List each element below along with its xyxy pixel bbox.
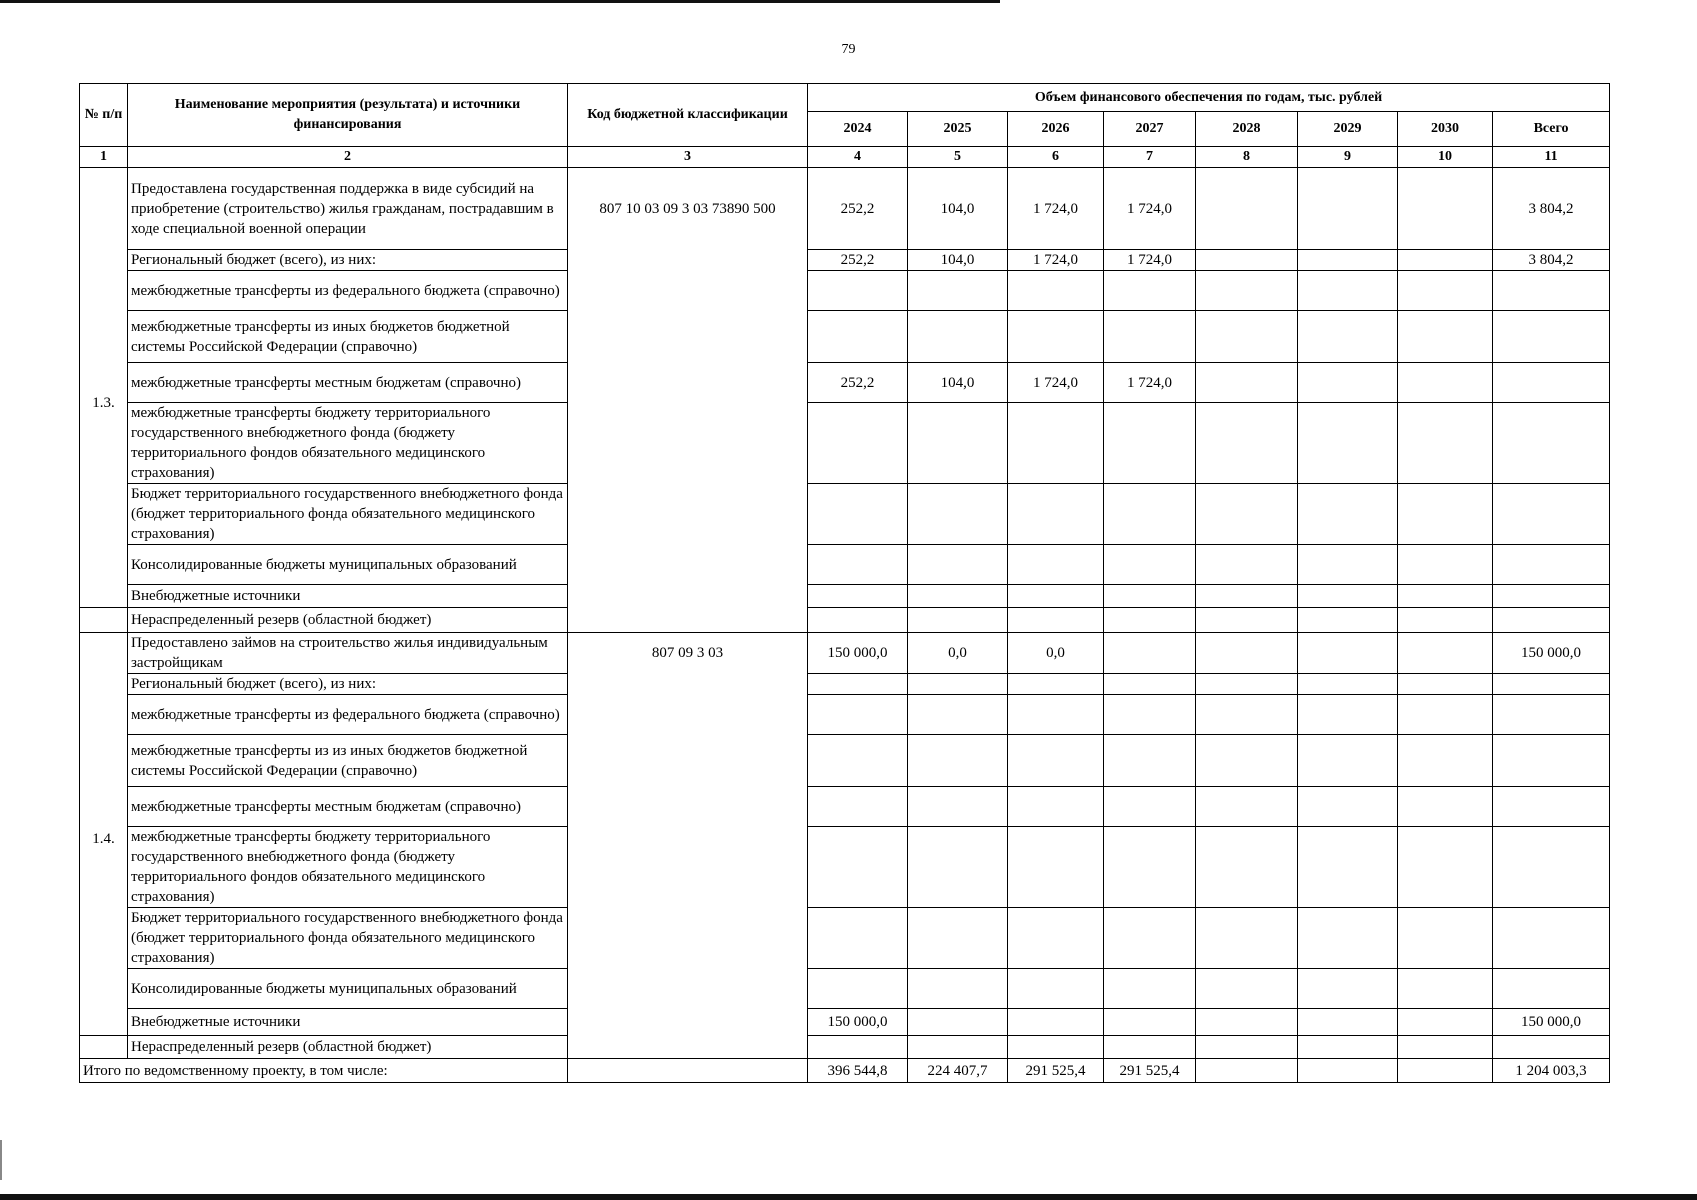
source-name: Внебюджетные источники <box>128 585 568 608</box>
col-number: 10 <box>1398 147 1493 168</box>
header-name: Наименование мероприятия (результата) и источники финансирования <box>128 84 568 147</box>
value-cell <box>1298 633 1398 674</box>
total-cell <box>1493 695 1610 735</box>
value-cell: 1 724,0 <box>1008 168 1104 250</box>
total-cell <box>1493 735 1610 787</box>
total-cell: 150 000,0 <box>1493 633 1610 674</box>
value-cell <box>1104 1009 1196 1036</box>
value-cell <box>1298 1036 1398 1059</box>
value-cell <box>1398 271 1493 311</box>
col-number: 6 <box>1008 147 1104 168</box>
value-cell <box>808 787 908 827</box>
source-name: межбюджетные трансферты бюджету территориального государственного внебюджетного фонда (бюджету территориального фондов обязательного медицинского страхования) <box>128 403 568 484</box>
value-cell <box>1104 674 1196 695</box>
value-cell <box>1104 633 1196 674</box>
value-cell: 1 724,0 <box>1008 363 1104 403</box>
total-cell <box>1493 969 1610 1009</box>
header-group: Объем финансового обеспечения по годам, тыс. рублей <box>808 84 1610 112</box>
source-row <box>80 250 1610 271</box>
value-cell <box>1398 1009 1493 1036</box>
value-cell: 1 724,0 <box>1104 168 1196 250</box>
value-cell <box>1104 608 1196 633</box>
value-cell <box>908 787 1008 827</box>
reserve-name: Нераспределенный резерв (областной бюджет) <box>128 608 568 633</box>
header-num: № п/п <box>80 84 128 147</box>
value-cell <box>1398 311 1493 363</box>
value-cell <box>1298 969 1398 1009</box>
total-cell <box>1493 271 1610 311</box>
value-cell <box>908 608 1008 633</box>
value-cell <box>1008 969 1104 1009</box>
value-cell <box>1398 827 1493 908</box>
col-number: 3 <box>568 147 808 168</box>
value-cell <box>1398 787 1493 827</box>
value-cell <box>1398 250 1493 271</box>
source-row <box>80 1009 1610 1036</box>
value-cell <box>908 674 1008 695</box>
value-cell <box>1008 827 1104 908</box>
value-cell <box>908 735 1008 787</box>
value-cell <box>1298 787 1398 827</box>
value-cell <box>808 674 908 695</box>
value-cell <box>1104 908 1196 969</box>
value-cell <box>808 969 908 1009</box>
value-cell <box>1398 1059 1493 1083</box>
value-cell <box>1008 787 1104 827</box>
col-number: 1 <box>80 147 128 168</box>
value-cell <box>808 1036 908 1059</box>
value-cell <box>1008 908 1104 969</box>
value-cell <box>1104 545 1196 585</box>
value-cell: 150 000,0 <box>808 633 908 674</box>
value-cell: 1 724,0 <box>1104 250 1196 271</box>
value-cell <box>1298 695 1398 735</box>
source-name: Бюджет территориального государственного внебюджетного фонда (бюджет территориального фонда обязательного медицинского страхования) <box>128 908 568 969</box>
source-row <box>80 363 1610 403</box>
value-cell <box>1298 168 1398 250</box>
col-number: 8 <box>1196 147 1298 168</box>
value-cell <box>1196 271 1298 311</box>
budget-code-empty <box>568 674 808 1059</box>
source-row <box>80 311 1610 363</box>
value-cell <box>1196 1036 1298 1059</box>
value-cell <box>1196 403 1298 484</box>
value-cell: 291 525,4 <box>1008 1059 1104 1083</box>
value-cell <box>808 608 908 633</box>
value-cell <box>1196 363 1298 403</box>
value-cell <box>1298 674 1398 695</box>
value-cell <box>1196 608 1298 633</box>
value-cell <box>1196 168 1298 250</box>
value-cell <box>1008 585 1104 608</box>
value-cell: 291 525,4 <box>1104 1059 1196 1083</box>
value-cell <box>1104 271 1196 311</box>
value-cell: 224 407,7 <box>908 1059 1008 1083</box>
total-label: Итого по ведомственному проекту, в том числе: <box>80 1059 568 1083</box>
value-cell <box>908 585 1008 608</box>
header-year: 2029 <box>1298 112 1398 147</box>
value-cell <box>1008 735 1104 787</box>
value-cell <box>1398 633 1493 674</box>
col-number: 5 <box>908 147 1008 168</box>
value-cell <box>1298 585 1398 608</box>
total-cell <box>1493 403 1610 484</box>
value-cell <box>1398 908 1493 969</box>
total-cell <box>1493 608 1610 633</box>
value-cell <box>1196 674 1298 695</box>
col-number: 11 <box>1493 147 1610 168</box>
value-cell <box>808 585 908 608</box>
value-cell <box>1008 311 1104 363</box>
value-cell <box>808 545 908 585</box>
value-cell <box>808 827 908 908</box>
value-cell <box>908 311 1008 363</box>
value-cell: 1 724,0 <box>1008 250 1104 271</box>
value-cell <box>1196 1009 1298 1036</box>
value-cell <box>908 827 1008 908</box>
col-number: 4 <box>808 147 908 168</box>
value-cell <box>1104 827 1196 908</box>
measure-row <box>80 633 1610 674</box>
total-cell <box>1493 787 1610 827</box>
value-cell <box>1398 674 1493 695</box>
value-cell <box>1196 250 1298 271</box>
source-row <box>80 827 1610 908</box>
value-cell <box>908 484 1008 545</box>
source-row <box>80 674 1610 695</box>
header-row-numbers <box>80 147 1610 168</box>
value-cell <box>1398 608 1493 633</box>
value-cell <box>1298 311 1398 363</box>
value-cell <box>908 545 1008 585</box>
value-cell: 252,2 <box>808 168 908 250</box>
value-cell: 0,0 <box>908 633 1008 674</box>
total-cell <box>1493 484 1610 545</box>
value-cell <box>908 403 1008 484</box>
measure-row <box>80 168 1610 250</box>
budget-code-empty <box>568 250 808 633</box>
source-row <box>80 271 1610 311</box>
value-cell: 396 544,8 <box>808 1059 908 1083</box>
value-cell <box>1298 608 1398 633</box>
source-name: межбюджетные трансферты из федерального бюджета (справочно) <box>128 271 568 311</box>
value-cell: 104,0 <box>908 363 1008 403</box>
value-cell <box>1298 1059 1398 1083</box>
total-cell <box>1493 827 1610 908</box>
header-year: 2030 <box>1398 112 1493 147</box>
value-cell <box>1298 363 1398 403</box>
col-number: 2 <box>128 147 568 168</box>
value-cell <box>1104 969 1196 1009</box>
value-cell <box>908 1009 1008 1036</box>
page-number: 79 <box>841 42 856 57</box>
value-cell <box>1398 403 1493 484</box>
value-cell <box>808 484 908 545</box>
reserve-row <box>80 1036 1610 1059</box>
header-year: 2024 <box>808 112 908 147</box>
total-row <box>80 1059 1610 1083</box>
scan-border-bottom <box>0 1194 1697 1200</box>
value-cell <box>1398 585 1493 608</box>
col-number: 7 <box>1104 147 1196 168</box>
value-cell <box>1008 545 1104 585</box>
col-number: 9 <box>1298 147 1398 168</box>
value-cell: 252,2 <box>808 363 908 403</box>
row-number-empty <box>80 1036 128 1059</box>
value-cell <box>908 695 1008 735</box>
header-year: 2025 <box>908 112 1008 147</box>
value-cell <box>1398 695 1493 735</box>
total-cell <box>1493 674 1610 695</box>
value-cell: 104,0 <box>908 168 1008 250</box>
reserve-row <box>80 608 1610 633</box>
value-cell <box>1298 484 1398 545</box>
source-name: межбюджетные трансферты из иных бюджетов бюджетной системы Российской Федерации (справочно) <box>128 311 568 363</box>
source-row <box>80 787 1610 827</box>
value-cell <box>1196 311 1298 363</box>
header-year: 2026 <box>1008 112 1104 147</box>
value-cell <box>1298 271 1398 311</box>
value-cell <box>808 403 908 484</box>
value-cell <box>1398 168 1493 250</box>
budget-code: 807 10 03 09 3 03 73890 500 <box>568 168 808 250</box>
total-cell <box>1493 585 1610 608</box>
value-cell <box>908 1036 1008 1059</box>
reserve-name: Нераспределенный резерв (областной бюджет) <box>128 1036 568 1059</box>
header-year: 2028 <box>1196 112 1298 147</box>
total-cell <box>1493 908 1610 969</box>
value-cell <box>1196 787 1298 827</box>
value-cell <box>808 908 908 969</box>
value-cell <box>1298 827 1398 908</box>
value-cell <box>1196 545 1298 585</box>
value-cell <box>908 908 1008 969</box>
value-cell: 1 724,0 <box>1104 363 1196 403</box>
row-number-empty <box>80 608 128 633</box>
value-cell <box>808 735 908 787</box>
value-cell: 0,0 <box>1008 633 1104 674</box>
value-cell <box>908 969 1008 1009</box>
value-cell <box>1398 363 1493 403</box>
value-cell: 104,0 <box>908 250 1008 271</box>
total-cell: 3 804,2 <box>1493 250 1610 271</box>
scan-border-left <box>0 1140 2 1180</box>
value-cell <box>1196 969 1298 1009</box>
value-cell <box>1196 633 1298 674</box>
value-cell <box>1196 735 1298 787</box>
value-cell <box>1104 484 1196 545</box>
value-cell <box>1104 787 1196 827</box>
header-total: Всего <box>1493 112 1610 147</box>
row-number: 1.4. <box>80 633 128 1036</box>
value-cell: 252,2 <box>808 250 908 271</box>
value-cell <box>1104 735 1196 787</box>
source-row <box>80 735 1610 787</box>
value-cell <box>908 271 1008 311</box>
value-cell <box>1008 695 1104 735</box>
value-cell <box>1298 403 1398 484</box>
value-cell <box>808 311 908 363</box>
value-cell <box>1298 735 1398 787</box>
header-row-1 <box>80 84 1610 112</box>
value-cell <box>1008 608 1104 633</box>
total-cell: 1 204 003,3 <box>1493 1059 1610 1083</box>
header-year: 2027 <box>1104 112 1196 147</box>
source-name: Консолидированные бюджеты муниципальных образований <box>128 969 568 1009</box>
source-row <box>80 695 1610 735</box>
value-cell <box>1196 695 1298 735</box>
value-cell <box>1104 311 1196 363</box>
source-name: межбюджетные трансферты бюджету территориального государственного внебюджетного фонда (бюджету территориального фондов обязательного медицинского страхования) <box>128 827 568 908</box>
measure-name: Предоставлена государственная поддержка в виде субсидий на приобретение (строительство) жилья гражданам, пострадавшим в ходе специальной военной операции <box>128 168 568 250</box>
value-cell <box>1104 1036 1196 1059</box>
total-cell <box>1493 1036 1610 1059</box>
table-body <box>80 168 1610 1083</box>
value-cell <box>1196 908 1298 969</box>
source-row <box>80 908 1610 969</box>
row-number: 1.3. <box>80 168 128 608</box>
value-cell <box>1104 695 1196 735</box>
source-name: межбюджетные трансферты местным бюджетам (справочно) <box>128 363 568 403</box>
source-row <box>80 545 1610 585</box>
budget-code: 807 09 3 03 <box>568 633 808 674</box>
value-cell <box>1196 585 1298 608</box>
value-cell: 150 000,0 <box>808 1009 908 1036</box>
value-cell <box>1398 969 1493 1009</box>
value-cell <box>1398 1036 1493 1059</box>
scan-border-top <box>0 0 1000 3</box>
value-cell <box>1298 1009 1398 1036</box>
source-row <box>80 403 1610 484</box>
value-cell <box>1196 1059 1298 1083</box>
value-cell <box>808 271 908 311</box>
value-cell <box>1298 908 1398 969</box>
value-cell <box>1008 484 1104 545</box>
total-cell: 150 000,0 <box>1493 1009 1610 1036</box>
source-name: межбюджетные трансферты местным бюджетам (справочно) <box>128 787 568 827</box>
source-name: межбюджетные трансферты из из иных бюджетов бюджетной системы Российской Федерации (справочно) <box>128 735 568 787</box>
total-cell <box>1493 363 1610 403</box>
value-cell <box>1298 250 1398 271</box>
value-cell <box>1196 484 1298 545</box>
source-name: Бюджет территориального государственного внебюджетного фонда (бюджет территориального фонда обязательного медицинского страхования) <box>128 484 568 545</box>
value-cell <box>1398 545 1493 585</box>
source-name: Региональный бюджет (всего), из них: <box>128 674 568 695</box>
value-cell <box>1008 403 1104 484</box>
value-cell <box>1008 674 1104 695</box>
financing-table <box>79 83 1610 1083</box>
value-cell <box>1104 585 1196 608</box>
header-code: Код бюджетной классификации <box>568 84 808 147</box>
value-cell <box>1298 545 1398 585</box>
source-name: Консолидированные бюджеты муниципальных образований <box>128 545 568 585</box>
value-cell <box>1008 1036 1104 1059</box>
total-cell: 3 804,2 <box>1493 168 1610 250</box>
source-row <box>80 969 1610 1009</box>
value-cell <box>1008 1009 1104 1036</box>
total-cell <box>1493 545 1610 585</box>
measure-name: Предоставлено займов на строительство жилья индивидуальным застройщикам <box>128 633 568 674</box>
value-cell <box>1104 403 1196 484</box>
source-name: Региональный бюджет (всего), из них: <box>128 250 568 271</box>
value-cell <box>1196 827 1298 908</box>
source-name: Внебюджетные источники <box>128 1009 568 1036</box>
value-cell <box>1008 271 1104 311</box>
value-cell <box>1398 484 1493 545</box>
total-cell <box>1493 311 1610 363</box>
source-row <box>80 484 1610 545</box>
total-code-empty <box>568 1059 808 1083</box>
value-cell <box>1398 735 1493 787</box>
source-name: межбюджетные трансферты из федерального бюджета (справочно) <box>128 695 568 735</box>
source-row <box>80 585 1610 608</box>
value-cell <box>808 695 908 735</box>
